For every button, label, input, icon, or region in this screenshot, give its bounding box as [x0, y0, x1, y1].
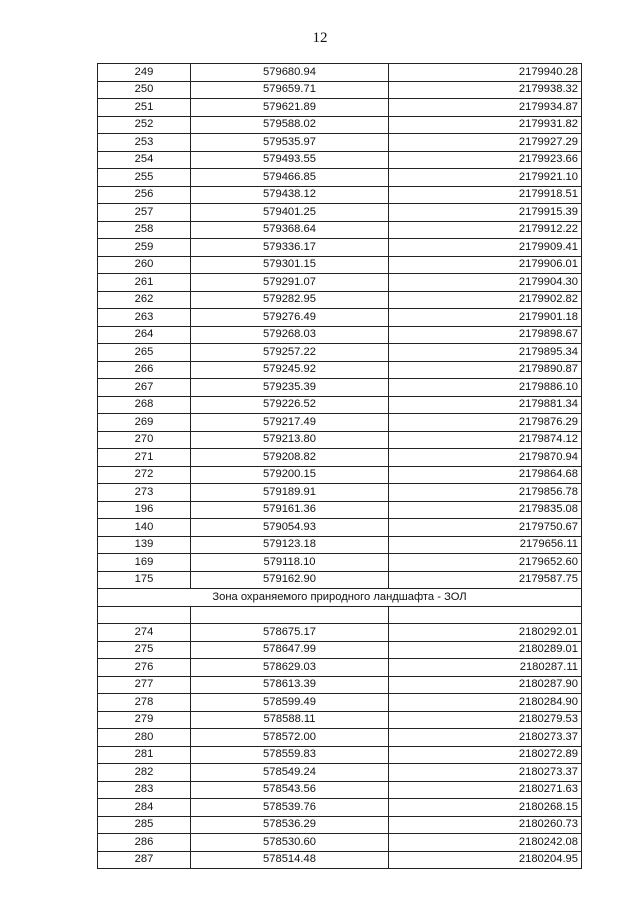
x-coordinate-cell: 579189.91 [191, 484, 389, 502]
table-row [98, 309, 582, 327]
table-row [98, 799, 582, 817]
point-number-cell: 262 [98, 291, 191, 309]
x-coordinate-cell: 579282.95 [191, 291, 389, 309]
point-number-cell: 139 [98, 536, 191, 554]
y-coordinate-cell: 2179927.29 [389, 134, 582, 152]
x-coordinate-cell: 579226.52 [191, 396, 389, 414]
table-row [98, 414, 582, 432]
point-number-cell: 169 [98, 554, 191, 572]
y-coordinate-cell: 2180260.73 [389, 816, 582, 834]
zone-title: Зона охраняемого природного ландшафта - ЗОЛ [98, 589, 582, 607]
table-row [98, 99, 582, 117]
x-coordinate-cell: 578599.49 [191, 694, 389, 712]
coordinates-table [97, 63, 582, 869]
table-row [98, 571, 582, 589]
x-coordinate-cell: 579245.92 [191, 361, 389, 379]
x-coordinate-cell: 579621.89 [191, 99, 389, 117]
point-number-cell: 281 [98, 746, 191, 764]
point-number-cell: 287 [98, 851, 191, 869]
table-row [98, 659, 582, 677]
x-coordinate-cell: 579438.12 [191, 186, 389, 204]
table-row [98, 186, 582, 204]
x-coordinate-cell: 578514.48 [191, 851, 389, 869]
x-coordinate-cell: 579208.82 [191, 449, 389, 467]
point-number-cell: 259 [98, 239, 191, 257]
x-coordinate-cell: 579659.71 [191, 81, 389, 99]
point-number-cell: 270 [98, 431, 191, 449]
point-number-cell: 263 [98, 309, 191, 327]
point-number-cell: 254 [98, 151, 191, 169]
y-coordinate-cell: 2179898.67 [389, 326, 582, 344]
y-coordinate-cell: 2179886.10 [389, 379, 582, 397]
table-body-before [98, 64, 582, 589]
point-number-cell: 252 [98, 116, 191, 134]
x-coordinate-cell: 579680.94 [191, 64, 389, 82]
empty-cell [98, 606, 191, 624]
table-row [98, 641, 582, 659]
y-coordinate-cell: 2179923.66 [389, 151, 582, 169]
table-row [98, 484, 582, 502]
x-coordinate-cell: 579268.03 [191, 326, 389, 344]
y-coordinate-cell: 2179864.68 [389, 466, 582, 484]
table-row [98, 834, 582, 852]
point-number-cell: 269 [98, 414, 191, 432]
x-coordinate-cell: 579276.49 [191, 309, 389, 327]
y-coordinate-cell: 2179895.34 [389, 344, 582, 362]
y-coordinate-cell: 2180287.11 [389, 659, 582, 677]
table-row [98, 449, 582, 467]
x-coordinate-cell: 578530.60 [191, 834, 389, 852]
table-row [98, 379, 582, 397]
y-coordinate-cell: 2179931.82 [389, 116, 582, 134]
y-coordinate-cell: 2179835.08 [389, 501, 582, 519]
point-number-cell: 285 [98, 816, 191, 834]
table-row [98, 256, 582, 274]
y-coordinate-cell: 2179940.28 [389, 64, 582, 82]
x-coordinate-cell: 579118.10 [191, 554, 389, 572]
table-row [98, 781, 582, 799]
table-row [98, 816, 582, 834]
x-coordinate-cell: 578613.39 [191, 676, 389, 694]
y-coordinate-cell: 2179921.10 [389, 169, 582, 187]
table-row [98, 396, 582, 414]
table-row [98, 694, 582, 712]
point-number-cell: 277 [98, 676, 191, 694]
point-number-cell: 251 [98, 99, 191, 117]
empty-cell [389, 606, 582, 624]
x-coordinate-cell: 579401.25 [191, 204, 389, 222]
x-coordinate-cell: 579161.36 [191, 501, 389, 519]
point-number-cell: 278 [98, 694, 191, 712]
table-row [98, 431, 582, 449]
x-coordinate-cell: 579588.02 [191, 116, 389, 134]
y-coordinate-cell: 2180272.89 [389, 746, 582, 764]
empty-cell [191, 606, 389, 624]
point-number-cell: 140 [98, 519, 191, 537]
table-row [98, 536, 582, 554]
point-number-cell: 283 [98, 781, 191, 799]
x-coordinate-cell: 578549.24 [191, 764, 389, 782]
y-coordinate-cell: 2179890.87 [389, 361, 582, 379]
y-coordinate-cell: 2179870.94 [389, 449, 582, 467]
point-number-cell: 273 [98, 484, 191, 502]
zone-title-row [98, 589, 582, 607]
y-coordinate-cell: 2179912.22 [389, 221, 582, 239]
x-coordinate-cell: 578647.99 [191, 641, 389, 659]
point-number-cell: 256 [98, 186, 191, 204]
x-coordinate-cell: 578536.29 [191, 816, 389, 834]
table-row [98, 501, 582, 519]
point-number-cell: 264 [98, 326, 191, 344]
y-coordinate-cell: 2179750.67 [389, 519, 582, 537]
table-row [98, 221, 582, 239]
x-coordinate-cell: 579054.93 [191, 519, 389, 537]
y-coordinate-cell: 2180273.37 [389, 764, 582, 782]
y-coordinate-cell: 2180292.01 [389, 624, 582, 642]
point-number-cell: 272 [98, 466, 191, 484]
table-row [98, 134, 582, 152]
x-coordinate-cell: 578675.17 [191, 624, 389, 642]
table-row [98, 81, 582, 99]
y-coordinate-cell: 2179906.01 [389, 256, 582, 274]
table-row [98, 204, 582, 222]
table-body-after [98, 624, 582, 869]
empty-row [98, 606, 582, 624]
y-coordinate-cell: 2180204.95 [389, 851, 582, 869]
y-coordinate-cell: 2179918.51 [389, 186, 582, 204]
table-row [98, 239, 582, 257]
x-coordinate-cell: 578543.56 [191, 781, 389, 799]
point-number-cell: 266 [98, 361, 191, 379]
point-number-cell: 267 [98, 379, 191, 397]
y-coordinate-cell: 2179881.34 [389, 396, 582, 414]
y-coordinate-cell: 2179909.41 [389, 239, 582, 257]
zone-section [98, 589, 582, 624]
table-row [98, 291, 582, 309]
point-number-cell: 282 [98, 764, 191, 782]
x-coordinate-cell: 579200.15 [191, 466, 389, 484]
x-coordinate-cell: 579466.85 [191, 169, 389, 187]
y-coordinate-cell: 2180284.90 [389, 694, 582, 712]
x-coordinate-cell: 579368.64 [191, 221, 389, 239]
point-number-cell: 268 [98, 396, 191, 414]
y-coordinate-cell: 2179652.60 [389, 554, 582, 572]
table-row [98, 274, 582, 292]
table-row [98, 64, 582, 82]
point-number-cell: 279 [98, 711, 191, 729]
point-number-cell: 255 [98, 169, 191, 187]
y-coordinate-cell: 2180287.90 [389, 676, 582, 694]
y-coordinate-cell: 2180271.63 [389, 781, 582, 799]
x-coordinate-cell: 578588.11 [191, 711, 389, 729]
table-row [98, 361, 582, 379]
x-coordinate-cell: 579123.18 [191, 536, 389, 554]
point-number-cell: 280 [98, 729, 191, 747]
x-coordinate-cell: 579162.90 [191, 571, 389, 589]
table-row [98, 624, 582, 642]
table-row [98, 554, 582, 572]
x-coordinate-cell: 579235.39 [191, 379, 389, 397]
table-row [98, 169, 582, 187]
table-row [98, 729, 582, 747]
y-coordinate-cell: 2179901.18 [389, 309, 582, 327]
point-number-cell: 196 [98, 501, 191, 519]
x-coordinate-cell: 579291.07 [191, 274, 389, 292]
table-row [98, 764, 582, 782]
y-coordinate-cell: 2179915.39 [389, 204, 582, 222]
x-coordinate-cell: 578539.76 [191, 799, 389, 817]
point-number-cell: 271 [98, 449, 191, 467]
point-number-cell: 274 [98, 624, 191, 642]
point-number-cell: 249 [98, 64, 191, 82]
point-number-cell: 275 [98, 641, 191, 659]
y-coordinate-cell: 2180289.01 [389, 641, 582, 659]
x-coordinate-cell: 579493.55 [191, 151, 389, 169]
x-coordinate-cell: 579257.22 [191, 344, 389, 362]
point-number-cell: 284 [98, 799, 191, 817]
table-row [98, 344, 582, 362]
x-coordinate-cell: 579217.49 [191, 414, 389, 432]
y-coordinate-cell: 2179876.29 [389, 414, 582, 432]
y-coordinate-cell: 2180279.53 [389, 711, 582, 729]
point-number-cell: 253 [98, 134, 191, 152]
page-number: 12 [312, 30, 328, 46]
y-coordinate-cell: 2179856.78 [389, 484, 582, 502]
x-coordinate-cell: 578572.00 [191, 729, 389, 747]
point-number-cell: 276 [98, 659, 191, 677]
y-coordinate-cell: 2180242.08 [389, 834, 582, 852]
point-number-cell: 257 [98, 204, 191, 222]
table-row [98, 676, 582, 694]
table-row [98, 116, 582, 134]
point-number-cell: 260 [98, 256, 191, 274]
y-coordinate-cell: 2179656.11 [389, 536, 582, 554]
y-coordinate-cell: 2179587.75 [389, 571, 582, 589]
y-coordinate-cell: 2179934.87 [389, 99, 582, 117]
x-coordinate-cell: 579301.15 [191, 256, 389, 274]
y-coordinate-cell: 2180273.37 [389, 729, 582, 747]
y-coordinate-cell: 2179938.32 [389, 81, 582, 99]
point-number-cell: 175 [98, 571, 191, 589]
x-coordinate-cell: 578559.83 [191, 746, 389, 764]
table-row [98, 746, 582, 764]
point-number-cell: 265 [98, 344, 191, 362]
table-row [98, 466, 582, 484]
x-coordinate-cell: 579535.97 [191, 134, 389, 152]
x-coordinate-cell: 579213.80 [191, 431, 389, 449]
x-coordinate-cell: 578629.03 [191, 659, 389, 677]
point-number-cell: 258 [98, 221, 191, 239]
table-row [98, 519, 582, 537]
y-coordinate-cell: 2180268.15 [389, 799, 582, 817]
y-coordinate-cell: 2179904.30 [389, 274, 582, 292]
point-number-cell: 261 [98, 274, 191, 292]
table-row [98, 151, 582, 169]
point-number-cell: 250 [98, 81, 191, 99]
y-coordinate-cell: 2179902.82 [389, 291, 582, 309]
y-coordinate-cell: 2179874.12 [389, 431, 582, 449]
point-number-cell: 286 [98, 834, 191, 852]
table-row [98, 326, 582, 344]
x-coordinate-cell: 579336.17 [191, 239, 389, 257]
table-row [98, 851, 582, 869]
table-row [98, 711, 582, 729]
